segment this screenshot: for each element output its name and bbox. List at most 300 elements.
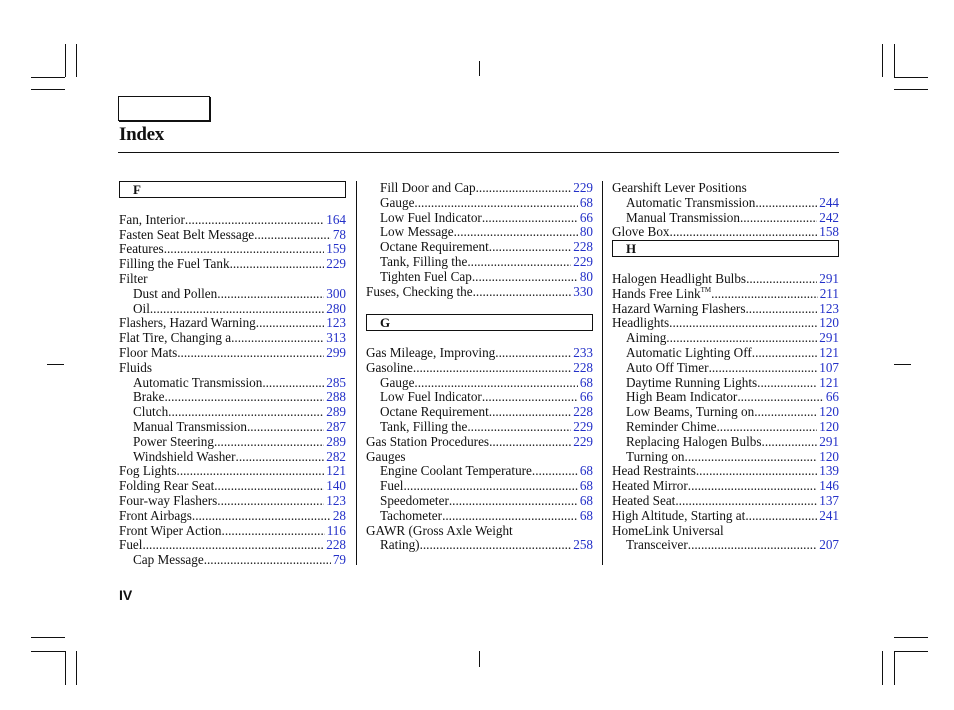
index-entry-text: Transceiver [626, 537, 688, 553]
page-reference-link[interactable]: 120 [819, 404, 839, 420]
index-heading [119, 272, 346, 287]
dot-leader [177, 346, 324, 361]
page-reference-link[interactable]: 211 [819, 285, 839, 301]
page-reference-link[interactable]: 121 [819, 374, 839, 390]
index-heading-label: Gearshift Lever Positions [612, 180, 747, 195]
index-subentry [612, 450, 839, 465]
page-reference-link[interactable]: 228 [573, 239, 593, 255]
index-entry-text: Gauge [380, 374, 415, 390]
index-entry-label [380, 196, 414, 211]
page-reference-link[interactable]: 121 [819, 344, 839, 360]
dot-leader [489, 405, 571, 420]
section-letter-header: F [119, 181, 346, 198]
index-entry-label [119, 213, 185, 228]
spacer [366, 331, 593, 346]
index-column-1 [119, 181, 346, 568]
dot-leader [185, 213, 324, 228]
page-reference-link[interactable]: 228 [573, 404, 593, 420]
page-reference-link[interactable]: 123 [326, 492, 346, 508]
dot-leader [254, 228, 331, 243]
page-reference-link[interactable]: 68 [579, 507, 593, 523]
index-entry-text: High Beam Indicator [626, 389, 738, 405]
index-subentry [119, 405, 346, 420]
index-entry-text: Fan, Interior [119, 211, 185, 227]
index-entry-text: Fasten Seat Belt Message [119, 226, 255, 242]
index-entry [612, 464, 839, 479]
index-entry [119, 331, 346, 346]
page-reference-link[interactable]: 229 [573, 433, 593, 449]
index-entry-label [626, 376, 757, 391]
index-entry-label [133, 302, 150, 317]
index-subentry [366, 240, 593, 255]
index-entry-label [626, 435, 762, 450]
index-subentry [366, 509, 593, 524]
page-reference-link[interactable]: 313 [326, 330, 346, 346]
dot-leader [142, 538, 324, 553]
page-reference-link[interactable]: 289 [326, 433, 346, 449]
index-entry [119, 242, 346, 257]
spacer [119, 198, 346, 213]
index-entry-text: Rating) [380, 537, 420, 553]
index-entry-text: Glove Box [612, 224, 670, 240]
index-entry-text: Heated Seat [612, 492, 676, 508]
page-reference-link[interactable]: 140 [326, 478, 346, 494]
dot-leader [762, 435, 818, 450]
index-entry-text: Engine Coolant Temperature [380, 463, 532, 479]
page-reference-link[interactable]: 229 [573, 418, 593, 434]
page-reference-link[interactable]: 291 [819, 330, 839, 346]
index-entry-text: Brake [133, 389, 165, 405]
index-heading [612, 524, 839, 539]
dot-leader [217, 494, 324, 509]
page-reference-link[interactable]: 121 [326, 463, 346, 479]
dot-leader [675, 494, 817, 509]
index-entry-text: Fuel [380, 478, 404, 494]
index-entry [119, 524, 346, 539]
page-reference-link[interactable]: 287 [326, 418, 346, 434]
index-entry-text: Cap Message [133, 552, 204, 568]
index-entry [366, 435, 593, 450]
index-subentry [612, 211, 839, 226]
page-reference-link[interactable]: 207 [819, 537, 839, 553]
page-reference-link[interactable]: 228 [573, 359, 593, 375]
index-entry-label [380, 420, 467, 435]
index-subentry [366, 464, 593, 479]
index-heading-label: HomeLink Universal [612, 522, 724, 538]
dot-leader [709, 361, 818, 376]
dot-leader [414, 376, 577, 391]
index-entry-text: Low Fuel Indicator [380, 209, 482, 225]
page-reference-link[interactable]: 80 [579, 268, 593, 284]
page-reference-link[interactable]: 66 [825, 389, 839, 405]
index-entry-label [119, 331, 231, 346]
dot-leader [204, 553, 331, 568]
index-entry-text: Hazard Warning Flashers [612, 300, 746, 316]
page-reference-link[interactable]: 68 [579, 463, 593, 479]
dot-leader [403, 479, 577, 494]
page-reference-link[interactable]: 107 [819, 359, 839, 375]
index-entry-text: Tachometer [380, 507, 443, 523]
index-entry-label [612, 316, 669, 331]
index-entry-label [366, 361, 413, 376]
page-reference-link[interactable]: 68 [579, 492, 593, 508]
dot-leader [454, 225, 578, 240]
index-entry-text: Oil [133, 300, 150, 316]
index-entry-label [380, 405, 489, 420]
index-subentry [119, 450, 346, 465]
section-letter-header: G [366, 314, 593, 331]
index-entry [612, 272, 839, 287]
index-entry-text: Gas Station Procedures [366, 433, 490, 449]
index-entry-label [380, 270, 472, 285]
dot-leader [236, 450, 325, 465]
index-entry-text: Dust and Pollen [133, 285, 218, 301]
index-subentry [612, 331, 839, 346]
dot-leader [177, 464, 325, 479]
index-subentry [612, 196, 839, 211]
index-entry [612, 225, 839, 240]
index-entry-text: Automatic Lighting Off [626, 344, 752, 360]
dot-leader [214, 435, 324, 450]
page-reference-link[interactable]: 258 [573, 537, 593, 553]
index-entry-label [612, 464, 696, 479]
index-entry-text: Low Message [380, 224, 454, 240]
column-divider [602, 181, 603, 565]
index-entry [612, 287, 839, 302]
page-reference-link[interactable]: 137 [819, 492, 839, 508]
index-entry [612, 494, 839, 509]
index-entry-text: Features [119, 241, 164, 257]
index-entry [119, 494, 346, 509]
index-entry-text: Gasoline [366, 359, 413, 375]
index-entry-text: Low Beams, Turning on [626, 404, 755, 420]
title-divider [118, 152, 839, 153]
index-entry-label [612, 494, 675, 509]
index-entry-text: High Altitude, Starting at [612, 507, 746, 523]
index-entry-label [380, 255, 467, 270]
index-entry-text: Gauge [380, 194, 415, 210]
index-entry-text: Floor Mats [119, 344, 178, 360]
page-reference-link[interactable]: 79 [332, 552, 346, 568]
index-heading [366, 450, 593, 465]
index-entry [119, 257, 346, 272]
index-entry-label [133, 287, 217, 302]
index-entry-text: Turning on [626, 448, 685, 464]
index-entry-label [612, 225, 670, 240]
index-entry-label [133, 405, 168, 420]
page-reference-link[interactable]: 164 [326, 211, 346, 227]
index-entry-text: Power Steering [133, 433, 214, 449]
index-entry-text: Folding Rear Seat [119, 478, 215, 494]
page-reference-link[interactable]: 229 [573, 253, 593, 269]
index-subentry [119, 287, 346, 302]
dot-leader [476, 181, 572, 196]
index-entry-text: Daytime Running Lights [626, 374, 758, 390]
dot-leader [467, 255, 571, 270]
index-subentry [119, 553, 346, 568]
dot-leader [413, 361, 571, 376]
index-entry [119, 346, 346, 361]
dot-leader [262, 376, 324, 391]
dot-leader [746, 272, 817, 287]
dot-leader [757, 376, 817, 391]
page-number: IV [119, 587, 133, 603]
page-reference-link[interactable]: 228 [326, 537, 346, 553]
index-entry-label [119, 257, 230, 272]
index-subentry [366, 211, 593, 226]
index-entry [119, 213, 346, 228]
page-reference-link[interactable]: 66 [579, 209, 593, 225]
page-reference-link[interactable]: 241 [819, 507, 839, 523]
index-entry-label [119, 494, 217, 509]
index-entry-text: Aiming [626, 330, 667, 346]
dot-leader [472, 270, 578, 285]
dot-leader [755, 196, 817, 211]
index-entry-text: Low Fuel Indicator [380, 389, 482, 405]
index-entry [119, 464, 346, 479]
index-entry [366, 361, 593, 376]
index-subentry [366, 390, 593, 405]
page-reference-link[interactable]: 300 [326, 285, 346, 301]
index-entry-label [133, 450, 236, 465]
index-subentry [366, 538, 593, 553]
index-subentry [366, 181, 593, 196]
index-entry-text: Tank, Filling the [380, 253, 468, 269]
index-entry-label [612, 509, 745, 524]
index-entry-text: Flat Tire, Changing a [119, 330, 232, 346]
dot-leader [414, 196, 577, 211]
index-entry-label [380, 479, 403, 494]
index-entry [119, 228, 346, 243]
index-entry-label [380, 240, 489, 255]
index-subentry [612, 376, 839, 391]
page-reference-link[interactable]: 116 [326, 522, 346, 538]
index-entry-text: Windshield Washer [133, 448, 236, 464]
index-entry-text: Filling the Fuel Tank [119, 256, 230, 272]
index-subentry [612, 405, 839, 420]
page-reference-link[interactable]: 285 [326, 374, 346, 390]
index-subentry [366, 405, 593, 420]
dot-leader [467, 420, 571, 435]
page-reference-link[interactable]: 280 [326, 300, 346, 316]
index-entry-label [366, 285, 473, 300]
dot-leader [214, 479, 324, 494]
index-subentry [612, 420, 839, 435]
index-entry-label [133, 435, 214, 450]
index-entry-text: Manual Transmission [626, 209, 740, 225]
index-subentry [612, 361, 839, 376]
page-reference-link[interactable]: 146 [819, 478, 839, 494]
page-reference-link[interactable]: 139 [819, 463, 839, 479]
page-reference-link[interactable]: 282 [326, 448, 346, 464]
spacer [366, 299, 593, 314]
page-reference-link[interactable]: 244 [819, 194, 839, 210]
page-reference-link[interactable]: 120 [819, 418, 839, 434]
index-entry-label [119, 242, 164, 257]
index-subentry [366, 196, 593, 211]
dot-leader [745, 509, 817, 524]
index-entry-label [380, 494, 449, 509]
index-subentry [366, 420, 593, 435]
trademark-mark: TM [700, 285, 712, 294]
index-heading-label: GAWR (Gross Axle Weight [366, 522, 513, 538]
index-entry-text: Fuses, Checking the [366, 283, 473, 299]
index-heading-label: Gauges [366, 448, 406, 464]
index-subentry [119, 435, 346, 450]
index-subentry [612, 538, 839, 553]
dot-leader [164, 242, 325, 257]
page-reference-link[interactable]: 299 [326, 344, 346, 360]
page-reference-link[interactable]: 242 [819, 209, 839, 225]
page-reference-link[interactable]: 158 [819, 224, 839, 240]
index-entry-text: Reminder Chime [626, 418, 717, 434]
page-reference-link[interactable]: 66 [579, 389, 593, 405]
index-subentry [366, 225, 593, 240]
index-subentry [366, 376, 593, 391]
index-heading [119, 361, 346, 376]
dot-leader [247, 420, 324, 435]
index-heading [612, 181, 839, 196]
index-entry-label [133, 376, 262, 391]
index-entry-label [612, 287, 711, 302]
index-entry-label [119, 228, 254, 243]
page-reference-link[interactable]: 68 [579, 478, 593, 494]
index-entry-text: Hands Free Link [612, 285, 701, 301]
page-reference-link[interactable]: 229 [573, 180, 593, 195]
index-entry-text: Speedometer [380, 492, 449, 508]
index-subentry [366, 255, 593, 270]
dot-leader [685, 450, 818, 465]
dot-leader [716, 420, 817, 435]
page-reference-link[interactable]: 68 [579, 374, 593, 390]
dot-leader [489, 240, 571, 255]
index-entry-label [366, 435, 489, 450]
index-entry-label [133, 553, 204, 568]
page-reference-link[interactable]: 229 [326, 256, 346, 272]
index-entry-label [133, 420, 247, 435]
index-heading [366, 524, 593, 539]
index-subentry [119, 376, 346, 391]
index-entry-text: Front Airbags [119, 507, 192, 523]
index-entry-text: Automatic Transmission [133, 374, 263, 390]
index-entry-text: Tighten Fuel Cap [380, 268, 472, 284]
dot-leader [473, 285, 572, 300]
index-entry [366, 285, 593, 300]
dot-leader [711, 287, 818, 302]
dot-leader [165, 390, 325, 405]
index-entry-label [380, 509, 442, 524]
index-entry-label [119, 538, 142, 553]
index-entry-text: Octane Requirement [380, 239, 489, 255]
index-entry [119, 538, 346, 553]
index-entry-label [380, 376, 414, 391]
page-reference-link[interactable]: 123 [326, 315, 346, 331]
dot-leader [256, 316, 324, 331]
page-reference-link[interactable]: 288 [326, 389, 346, 405]
dot-leader [482, 211, 578, 226]
index-entry-text: Manual Transmission [133, 418, 247, 434]
page-reference-link[interactable]: 80 [579, 224, 593, 240]
dot-leader [150, 302, 324, 317]
page-reference-link[interactable]: 289 [326, 404, 346, 420]
dot-leader [442, 509, 578, 524]
index-entry-label [626, 361, 709, 376]
dot-leader [230, 257, 325, 272]
index-entry-label [626, 331, 666, 346]
page-reference-link[interactable]: 68 [579, 194, 593, 210]
index-entry-label [119, 464, 177, 479]
index-entry-label [626, 538, 688, 553]
index-entry-text: Automatic Transmission [626, 194, 756, 210]
index-entry-text: Auto Off Timer [626, 359, 709, 375]
page-reference-link[interactable]: 123 [819, 300, 839, 316]
index-subentry [119, 420, 346, 435]
index-entry [612, 509, 839, 524]
index-entry-label [626, 405, 754, 420]
index-entry-label [366, 346, 495, 361]
dot-leader [669, 316, 817, 331]
dot-leader [737, 390, 823, 405]
page-reference-link[interactable]: 120 [819, 315, 839, 331]
index-subentry [119, 390, 346, 405]
index-entry-label [626, 390, 737, 405]
dot-leader [222, 524, 325, 539]
column-divider [356, 181, 357, 565]
index-entry-text: Heated Mirror [612, 478, 688, 494]
dot-leader [495, 346, 571, 361]
page-reference-link[interactable]: 120 [819, 448, 839, 464]
index-entry-text: Fuel [119, 537, 143, 553]
index-subentry [612, 390, 839, 405]
index-entry [612, 316, 839, 331]
index-entry-label [626, 346, 752, 361]
page-reference-link[interactable]: 78 [332, 226, 346, 242]
index-entry-text: Replacing Halogen Bulbs [626, 433, 762, 449]
index-entry-text: Headlights [612, 315, 670, 331]
page-reference-link[interactable]: 330 [573, 283, 593, 299]
dot-leader [489, 435, 571, 450]
dot-leader [420, 538, 572, 553]
index-entry-label [612, 302, 745, 317]
dot-leader [696, 464, 817, 479]
page-reference-link[interactable]: 291 [819, 270, 839, 286]
index-entry-text: Gas Mileage, Improving [366, 344, 496, 360]
index-subentry [119, 302, 346, 317]
index-subentry [366, 479, 593, 494]
index-column-3 [612, 181, 839, 553]
index-entry-label [119, 346, 177, 361]
page-reference-link[interactable]: 291 [819, 433, 839, 449]
index-entry-text: Fog Lights [119, 463, 177, 479]
page-reference-link[interactable]: 159 [326, 241, 346, 257]
index-heading-label: Filter [119, 270, 148, 286]
index-entry-label [133, 390, 165, 405]
index-entry-label [626, 450, 685, 465]
index-entry [119, 316, 346, 331]
index-entry-label [380, 390, 482, 405]
index-entry [612, 479, 839, 494]
index-entry-text: Octane Requirement [380, 404, 489, 420]
index-entry-text: Front Wiper Action [119, 522, 222, 538]
dot-leader [740, 211, 817, 226]
dot-leader [482, 390, 578, 405]
index-entry-label [380, 211, 482, 226]
page-reference-link[interactable]: 28 [332, 507, 346, 523]
index-entry [612, 302, 839, 317]
page-reference-link[interactable]: 233 [573, 344, 593, 360]
index-entry-label [119, 316, 256, 331]
dot-leader [752, 346, 817, 361]
